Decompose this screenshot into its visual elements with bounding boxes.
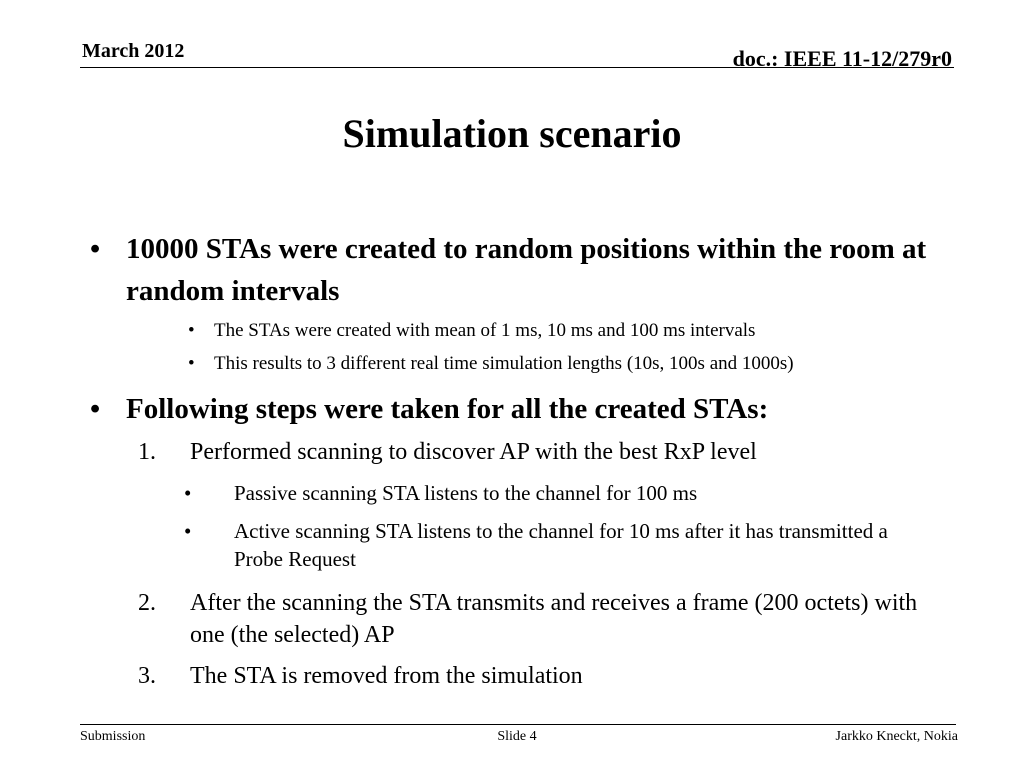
- bullet-2-text: Following steps were taken for all the created STAs:: [126, 393, 769, 425]
- footer-rule: [80, 724, 956, 725]
- bullet-dot-icon: •: [90, 393, 101, 425]
- footer-submission: Submission: [80, 729, 146, 744]
- step-2-text: After the scanning the STA transmits and receives a frame (200 octets) with one (the selected) AP: [190, 590, 918, 648]
- step-1-text: Performed scanning to discover AP with the best RxP level: [190, 439, 757, 465]
- bullet-dot-icon: •: [184, 481, 192, 505]
- bullet-1-sub-2-text: This results to 3 different real time simulation lengths (10s, 100s and 1000s): [214, 353, 794, 374]
- footer-slide-number: Slide 4: [497, 729, 537, 744]
- bullet-1: [90, 228, 930, 312]
- bullet-2: [90, 388, 950, 430]
- step-3: [138, 660, 938, 692]
- footer-author: Jarkko Kneckt, Nokia: [835, 729, 958, 744]
- bullet-dot-icon: •: [184, 519, 192, 543]
- step-2-number: 2.: [138, 590, 156, 616]
- step-1-sub-2-text: Active scanning STA listens to the channel for 10 ms after it has transmitted a Probe Request: [234, 519, 888, 571]
- bullet-dot-icon: •: [90, 233, 101, 265]
- step-1-sub-1: [184, 479, 924, 507]
- step-1-sub-1-text: Passive scanning STA listens to the channel for 100 ms: [234, 481, 698, 505]
- step-1: [138, 436, 938, 468]
- header-doc-id: doc.: IEEE 11-12/279r0: [732, 46, 952, 71]
- bullet-1-sub-1-text: The STAs were created with mean of 1 ms, 10 ms and 100 ms intervals: [214, 320, 756, 341]
- bullet-1-text: 10000 STAs were created to random positions within the room at random intervals: [126, 233, 927, 307]
- header-rule: [80, 67, 954, 68]
- step-1-sub-2: [184, 517, 924, 573]
- slide-title: Simulation scenario: [342, 111, 682, 156]
- header-date: March 2012: [82, 40, 185, 62]
- step-1-number: 1.: [138, 439, 156, 465]
- bullet-1-sub-2: [188, 352, 948, 376]
- bullet-dot-icon: •: [188, 320, 195, 341]
- step-2: [138, 587, 938, 651]
- bullet-1-sub-1: [188, 319, 948, 343]
- step-3-number: 3.: [138, 663, 156, 689]
- step-3-text: The STA is removed from the simulation: [190, 663, 583, 689]
- bullet-dot-icon: •: [188, 353, 195, 374]
